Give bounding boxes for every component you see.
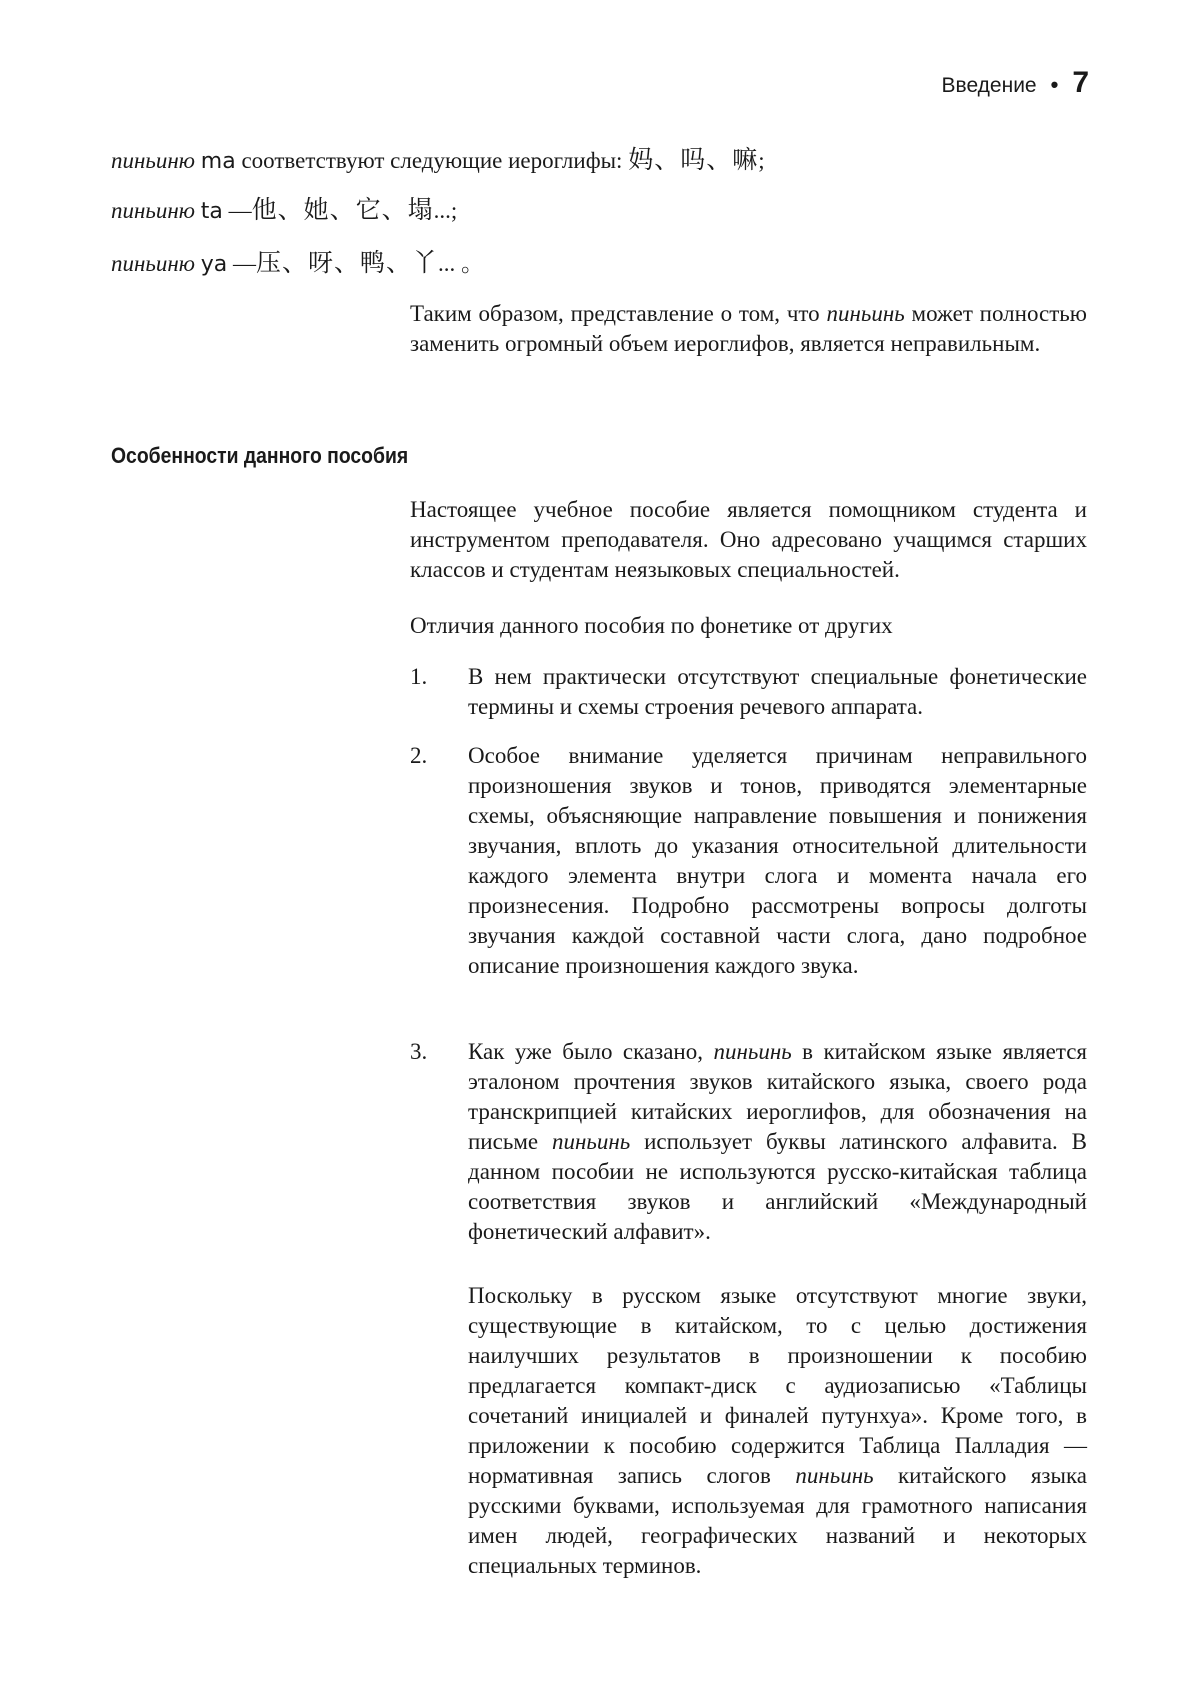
pinyin-term: пиньинь <box>713 1039 792 1064</box>
conclusion-text-1: Таким образом, представление о том, что <box>410 301 827 326</box>
pinyin-example-ta <box>111 190 457 226</box>
item3-cont-text-1: Поскольку в русском языке отсутствуют многие звуки, существующие в китайском, то с целью достижения наилучших результатов в произношении к пособию предлагается компакт-диск с аудиозаписью «Таблицы сочетаний инициалей и финалей путунхуа». Кроме того, в приложении к пособию содержится Таблица Палладия — нормативная запись слогов <box>468 1283 1087 1488</box>
section-heading: Особенности данного пособия <box>111 443 409 468</box>
pinyin-term: пиньинь <box>826 301 905 326</box>
pinyin-tail: ; <box>758 148 765 173</box>
pinyin-example-ma <box>111 140 765 176</box>
item3-cont-text-2: китайского языка русскими буквами, используемая для грамотного написания имен людей, географических названий и некоторых специальных терминов. <box>468 1463 1088 1578</box>
conclusion-paragraph <box>410 299 1087 359</box>
pinyin-term: пиньинь <box>551 1129 631 1154</box>
header-separator: • <box>1050 72 1059 97</box>
list-item <box>410 1037 1087 1247</box>
list-marker: 1. <box>410 664 428 689</box>
list-marker: 2. <box>410 743 428 768</box>
pinyin-tail: ... 。 <box>438 251 485 276</box>
item3-text-3: использует буквы латинского алфавита. В данном пособии не используются русско-китайская таблица соответствия звуков и английский «Международный фонетический алфавит». <box>468 1129 1087 1244</box>
list-item-text: Особое внимание уделяется причинам неправильного произношения звуков и тонов, приводятся элементарные схемы, объясняющие направление повышения и понижения звучания, вплоть до указания относительной длительности каждого элемента внутри слога и момента начала его произнесения. Подробно рассмотрены вопросы долготы звучания каждой составной части слога, дано подробное описание произношения каждого звука. <box>468 743 1087 978</box>
hanzi-examples: 他、她、它、塌 <box>251 195 434 224</box>
list-item <box>410 741 1087 981</box>
pinyin-syllable: ta <box>200 199 223 224</box>
differences-lead-paragraph <box>410 611 1087 641</box>
header-section-title: Введение <box>941 74 1037 97</box>
item3-text-2: в китайском языке является эталоном прочтения звуков китайского языка, своего рода транскрипцией китайских иероглифов, для обозначения на письме <box>468 1039 1087 1154</box>
pinyin-syllable: ya <box>200 252 228 277</box>
pinyin-term: пиньинь <box>795 1463 874 1488</box>
list-item-text <box>468 1281 1087 1581</box>
pinyin-mid-text: соответствуют следующие иероглифы: <box>235 148 629 173</box>
intro-paragraph <box>410 495 1087 585</box>
pinyin-lead: пиньиню <box>111 198 196 223</box>
pinyin-mid-text: — <box>222 198 252 223</box>
list-item-text <box>468 1037 1087 1247</box>
list-item-continuation <box>410 1281 1087 1581</box>
pinyin-lead: пиньиню <box>111 251 196 276</box>
pinyin-example-ya <box>111 243 484 279</box>
list-item <box>410 662 1087 722</box>
intro-text: Настоящее учебное пособие является помощником студента и инструментом преподавателя. Оно адресовано учащимся старших классов и студентам неязыковых специальностей. <box>410 497 1087 582</box>
pinyin-tail: ...; <box>433 198 458 223</box>
pinyin-lead: пиньиню <box>111 148 196 173</box>
hanzi-examples: 妈、吗、嘛 <box>628 145 759 174</box>
conclusion-text-2: может полностью заменить огромный объем иероглифов, является неправильным. <box>410 301 1087 356</box>
differences-lead-text: Отличия данного пособия по фонетике от других <box>410 613 893 638</box>
running-header <box>942 66 1089 100</box>
item3-text-1: Как уже было сказано, <box>468 1039 714 1064</box>
hanzi-examples: 压、呀、鸭、丫 <box>256 248 439 277</box>
list-item-text: В нем практически отсутствуют специальные фонетические термины и схемы строения речевого аппарата. <box>468 664 1087 719</box>
pinyin-syllable: ma <box>200 149 236 174</box>
list-marker: 3. <box>410 1039 428 1064</box>
page-number: 7 <box>1072 66 1089 99</box>
pinyin-mid-text: — <box>227 251 257 276</box>
